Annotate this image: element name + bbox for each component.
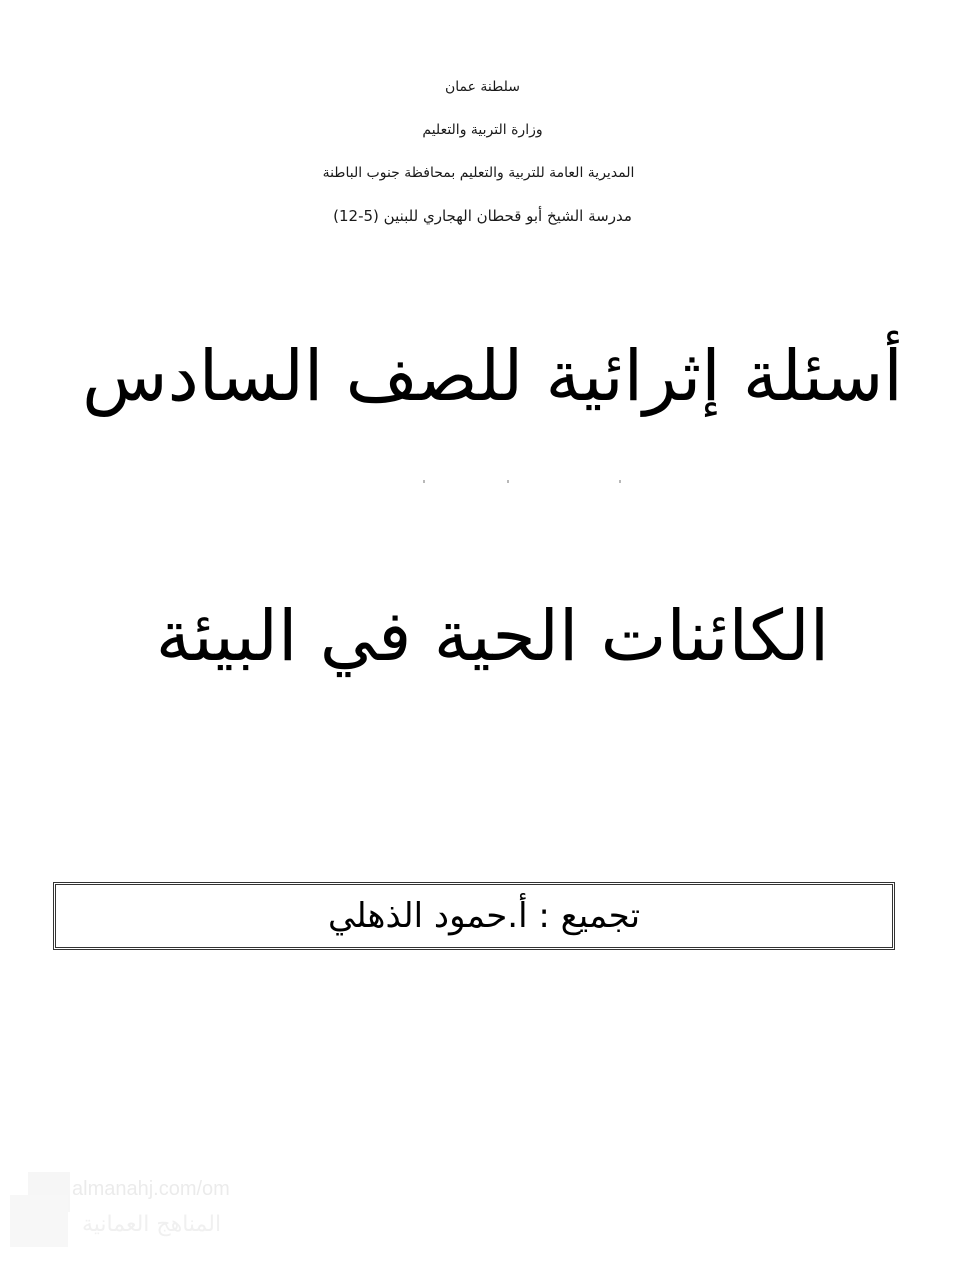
school-name: مدرسة الشيخ أبو قحطان الهجاري للبنين (5-12) [333,207,632,225]
watermark-logo [10,1170,250,1255]
country-name: سلطنة عمان [444,79,521,95]
document-title: أسئلة إثرائية للصف السادس [82,335,903,417]
author-box [53,882,895,950]
watermark-square-icon-2 [10,1195,68,1247]
document-subtitle: الكائنات الحية في البيئة [155,595,830,677]
ministry-name: وزارة التربية والتعليم [422,122,543,138]
watermark-url: almanahj.com/om [72,1178,230,1200]
directorate-name: المديرية العامة للتربية والتعليم بمحافظة جنوب الباطنة [322,165,635,181]
author-name: تجميع : أ.حمود الذهلي [327,896,641,936]
watermark-arabic: المناهج العمانية [82,1212,222,1237]
